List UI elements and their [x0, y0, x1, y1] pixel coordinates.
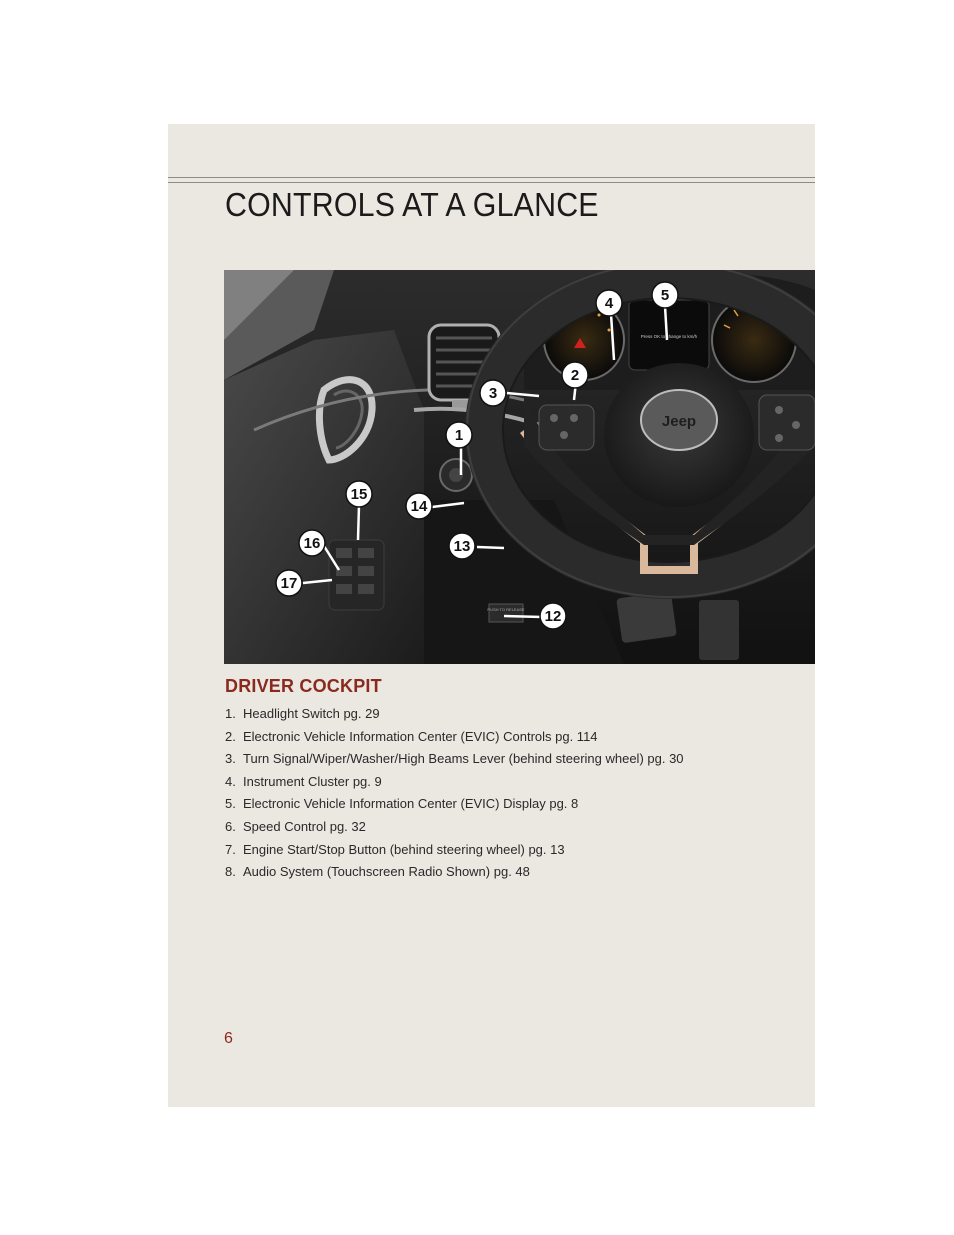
item-number: 4.: [225, 773, 236, 789]
callout-15: [346, 481, 372, 507]
callout-4: [596, 290, 622, 316]
svg-text:14: 14: [410, 498, 428, 515]
svg-text:4: 4: [604, 295, 614, 312]
driver-cockpit-photo: [224, 270, 815, 664]
svg-text:15: 15: [350, 486, 368, 503]
callout-5: [652, 282, 678, 308]
header-rule-top: [168, 177, 815, 178]
list-item: [225, 772, 684, 795]
callout-16: [299, 530, 325, 556]
jeep-logo-text: Jeep: [661, 413, 697, 430]
page-number: 6: [224, 1030, 233, 1047]
callout-3: [480, 380, 506, 406]
list-item: [225, 749, 684, 772]
pedal-label: PUSH TO RELEASE: [487, 607, 525, 612]
list-item: [225, 794, 684, 817]
callout-17: [276, 570, 302, 596]
item-number: 2.: [225, 728, 236, 744]
svg-text:16: 16: [303, 535, 321, 552]
list-item: [225, 817, 684, 840]
svg-text:3: 3: [488, 385, 498, 402]
svg-text:1: 1: [454, 427, 464, 444]
door-panel: [224, 330, 424, 664]
callout-13: [449, 533, 475, 559]
item-number: 8.: [225, 864, 236, 880]
item-text: Turn Signal/Wiper/Washer/High Beams Lever (behind steering wheel) pg. 30: [243, 751, 684, 767]
manual-page: [168, 124, 815, 1107]
item-text: Speed Control pg. 32: [243, 818, 366, 834]
section-heading: DRIVER COCKPIT: [225, 676, 382, 696]
item-text: Engine Start/Stop Button (behind steering wheel) pg. 13: [243, 841, 565, 857]
item-number: 3.: [225, 751, 236, 767]
svg-text:12: 12: [544, 608, 562, 625]
item-text: Instrument Cluster pg. 9: [243, 773, 382, 789]
svg-text:13: 13: [453, 538, 471, 555]
page-title: CONTROLS AT A GLANCE: [225, 186, 599, 223]
item-number: 6.: [225, 818, 236, 834]
callout-2: [562, 362, 588, 388]
evic-controls: [539, 405, 594, 450]
svg-text:17: 17: [280, 575, 298, 592]
speed-control-buttons: [759, 395, 815, 450]
callout-12: [540, 603, 566, 629]
item-text: Electronic Vehicle Information Center (EVIC) Display pg. 8: [243, 796, 579, 812]
callout-14: [406, 493, 432, 519]
item-number: 5.: [225, 796, 236, 812]
item-text: Electronic Vehicle Information Center (EVIC) Controls pg. 114: [243, 728, 598, 744]
cockpit-item-list: [225, 704, 684, 885]
callout-1: [446, 422, 472, 448]
list-item: [225, 704, 684, 727]
svg-text:5: 5: [660, 287, 670, 304]
svg-text:2: 2: [570, 367, 580, 384]
item-text: Headlight Switch pg. 29: [243, 706, 380, 721]
item-text: Audio System (Touchscreen Radio Shown) pg. 48: [243, 864, 530, 880]
item-number: 1.: [225, 706, 236, 721]
cluster-message: Press OK to change to km/h: [640, 334, 698, 339]
item-number: 7.: [225, 841, 236, 857]
header-rule-bottom: [168, 182, 815, 183]
list-item: [225, 727, 684, 750]
list-item: [225, 862, 684, 885]
list-item: [225, 840, 684, 863]
accelerator-pedal: [699, 600, 739, 660]
